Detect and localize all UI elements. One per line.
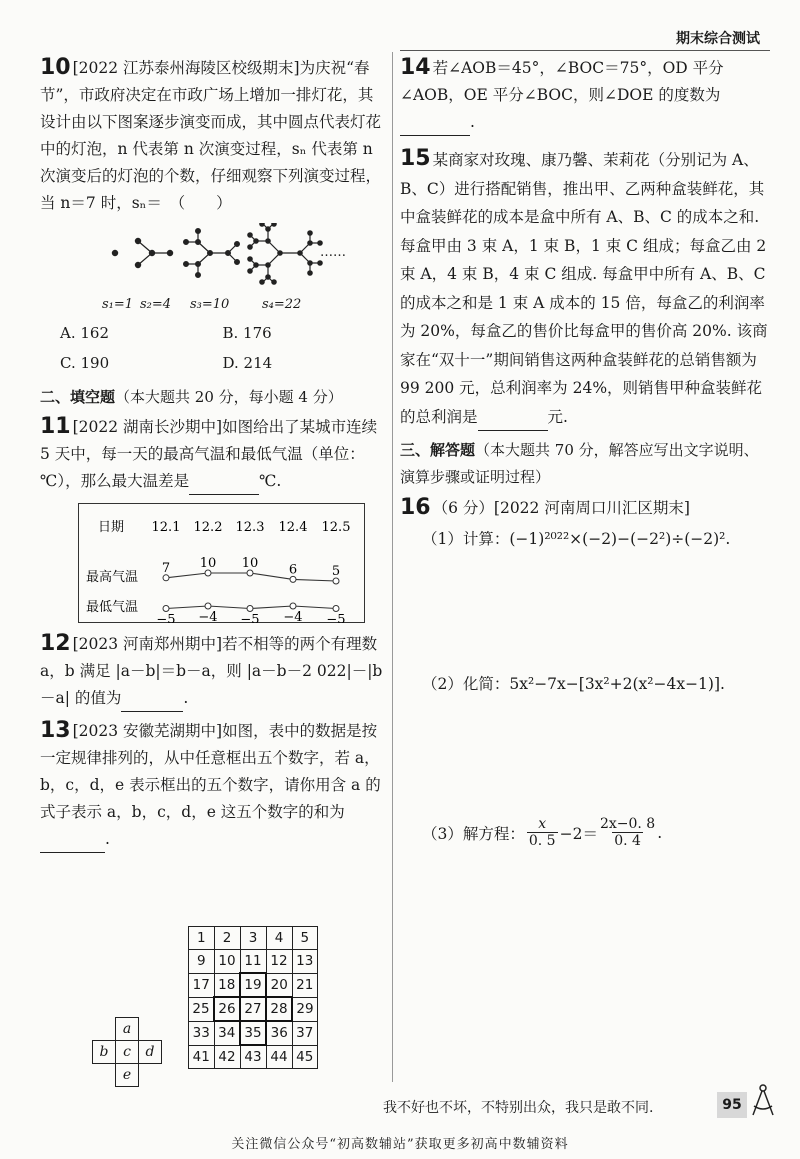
table-cell: 9 xyxy=(189,950,215,974)
table-cell: 43 xyxy=(240,1045,266,1069)
table-cell: 18 xyxy=(214,973,240,997)
section-3-title xyxy=(400,437,772,491)
number-table xyxy=(188,926,318,1069)
question-text-end: . xyxy=(105,830,110,848)
table-cell: 17 xyxy=(189,973,215,997)
high-row-label: 最高气温 xyxy=(86,570,139,585)
question-text: 若∠AOB＝45°，∠BOC＝75°，OD 平分∠AOB，OE 平分∠BOC，则∠DOE 的度数为 xyxy=(400,59,724,104)
page-header-title: 期末综合测试 xyxy=(676,31,760,47)
low-temp-label: −4 xyxy=(198,610,218,623)
question-14 xyxy=(400,55,772,136)
question-10 xyxy=(40,55,385,217)
high-temp-label: 7 xyxy=(161,560,171,576)
option-d: D. 214 xyxy=(222,354,273,372)
high-temp-label: 10 xyxy=(199,556,217,571)
page-number: 95 xyxy=(717,1092,747,1118)
part-label: （1）计算： xyxy=(422,530,510,548)
low-temp-point xyxy=(205,603,211,609)
table-cell: 19 xyxy=(240,973,266,997)
part-label: （3）解方程： xyxy=(422,824,525,843)
answer-blank xyxy=(121,693,183,712)
section-title: 三、解答题 xyxy=(400,441,476,459)
table-cell: 26 xyxy=(214,997,240,1021)
table-cell: 20 xyxy=(266,973,292,997)
label-s4: s₄=22 xyxy=(262,297,302,312)
label-s3: s₃=10 xyxy=(190,297,230,312)
table-cell: 42 xyxy=(214,1045,240,1069)
low-temp-point xyxy=(333,606,339,612)
lamp-evolution-figure xyxy=(40,223,385,318)
table-row xyxy=(189,950,318,974)
question-head: （6 分）[2022 河南周口川汇区期末] xyxy=(432,499,690,517)
lamp-dot xyxy=(112,250,117,255)
fraction-1 xyxy=(527,816,558,849)
table-cell: 25 xyxy=(189,997,215,1021)
label-s2: s₂=4 xyxy=(140,297,172,312)
option-a: A. 162 xyxy=(60,324,109,342)
table-cell: 5 xyxy=(292,927,318,950)
option-b: B. 176 xyxy=(222,324,272,342)
table-cell: 28 xyxy=(266,997,292,1021)
cross-cell-b: b xyxy=(92,1040,116,1064)
table-cell: 36 xyxy=(266,1021,292,1045)
compass-icon xyxy=(748,1082,778,1118)
fraction-2 xyxy=(600,816,655,849)
table-row xyxy=(189,997,318,1021)
section-note: （本大题共 20 分，每小题 4 分） xyxy=(115,388,343,406)
question-number: 12 xyxy=(40,631,71,656)
part-2 xyxy=(400,671,772,698)
date-label: 12.3 xyxy=(235,520,265,535)
question-text: [2022 湖南长沙期中]如图给出了某城市连续 5 天中，每一天的最高气温和最低气温（单位：℃），那么最大温差是 xyxy=(40,418,378,490)
part-label: （2）化简： xyxy=(422,675,510,693)
question-text: [2023 河南郑州期中]若不相等的两个有理数 a，b 满足 |a－b|＝b－a，则 |a－b－2 022|－|b－a| 的值为 xyxy=(40,635,383,707)
low-temp-label: −5 xyxy=(326,612,346,623)
question-number: 13 xyxy=(40,718,71,743)
equation-end: . xyxy=(657,823,663,842)
column-divider xyxy=(392,52,393,1082)
fraction-denominator: 0. 5 xyxy=(528,833,556,849)
question-text-end: . xyxy=(470,113,475,131)
question-11 xyxy=(40,414,385,495)
section-note: （本大题共 70 分，解答应写出文字说明、演算步骤或证明过程） xyxy=(400,441,759,486)
low-temp-point xyxy=(163,606,169,612)
q10-options xyxy=(40,318,385,378)
table-row xyxy=(189,973,318,997)
date-label: 12.4 xyxy=(278,520,308,535)
high-temp-label: 6 xyxy=(288,562,298,578)
table-cell: 44 xyxy=(266,1045,292,1069)
table-cell: 34 xyxy=(214,1021,240,1045)
high-temp-label: 5 xyxy=(331,564,341,579)
table-cell: 13 xyxy=(292,950,318,974)
header-rule xyxy=(400,50,770,51)
table-cell: 37 xyxy=(292,1021,318,1045)
question-13 xyxy=(40,718,385,853)
table-cell: 10 xyxy=(214,950,240,974)
part-1 xyxy=(400,526,772,553)
question-16 xyxy=(400,495,772,849)
question-number: 11 xyxy=(40,414,71,439)
section-title: 二、填空题 xyxy=(40,388,116,406)
lamp-ellipsis: …… xyxy=(320,245,346,260)
low-temp-point xyxy=(247,606,253,612)
answer-blank xyxy=(40,834,105,853)
cross-cell-a: a xyxy=(115,1017,139,1041)
question-text-end: ℃. xyxy=(259,472,282,490)
question-number: 15 xyxy=(400,146,431,171)
part-expression: 5x²−7x−[3x²+2(x²−4x−1)]. xyxy=(509,675,725,693)
section-2-title xyxy=(40,384,385,410)
question-text: [2023 安徽芜湖期中]如图，表中的数据是按一定规律排列的，从中任意框出五个数字，若 a，b，c，d，e 表示框出的五个数字，请你用含 a 的式子表示 a，b，c，d，e 这五个数字的和为 xyxy=(40,722,381,821)
answer-blank xyxy=(189,476,259,495)
table-cell: 11 xyxy=(240,950,266,974)
part-expression: (−1)²⁰²²×(−2)−(−2²)÷(−2)². xyxy=(509,530,731,548)
question-text-end: . xyxy=(183,689,189,707)
low-temp-label: −5 xyxy=(240,612,260,623)
low-row-label: 最低气温 xyxy=(86,600,139,615)
table-cell: 2 xyxy=(214,927,240,950)
table-cell: 4 xyxy=(266,927,292,950)
option-c: C. 190 xyxy=(60,354,110,372)
table-cell: 21 xyxy=(292,973,318,997)
low-temp-point xyxy=(290,603,296,609)
fraction-denominator: 0. 4 xyxy=(614,833,641,849)
date-label: 12.2 xyxy=(193,520,223,535)
fraction-numerator: x xyxy=(538,816,547,832)
table-cell: 41 xyxy=(189,1045,215,1069)
part-3 xyxy=(400,816,772,849)
weather-figure xyxy=(40,501,385,631)
left-column xyxy=(40,55,385,859)
date-label: 12.5 xyxy=(321,520,351,535)
question-12 xyxy=(40,631,385,712)
low-temp-label: −4 xyxy=(283,610,303,623)
equation-middle: −2＝ xyxy=(559,824,598,843)
right-column xyxy=(400,55,772,849)
weather-chart xyxy=(78,503,365,623)
answer-blank xyxy=(478,412,548,431)
question-15 xyxy=(400,146,772,431)
cross-cell-c: c xyxy=(115,1040,139,1064)
table-row xyxy=(189,1045,318,1069)
table-cell: 1 xyxy=(189,927,215,950)
cross-cell-e: e xyxy=(115,1063,139,1087)
label-s1: s₁=1 xyxy=(102,297,134,312)
table-cell: 3 xyxy=(240,927,266,950)
table-cell: 33 xyxy=(189,1021,215,1045)
question-text: 某商家对玫瑰、康乃馨、茉莉花（分别记为 A、B、C）进行搭配销售，推出甲、乙两种盒装鲜花，其中盒装鲜花的成本是盒中所有 A、B、C 的成本之和. 每盒甲由 3 束 A，1 束 B，1 束 C 组成；每盒乙由 2 束 A，4 束 B，4 束 C 组成. 每盒甲中所有 A、B、C 的成本之和是 1 束 A 成本的 15 倍，每盒乙的利润率为 20%，每盒乙的售价比每盒甲的售价高 20%. 该商家在“双十一”期间销售这两种盒装鲜花的总销售额为 99 200 元，总利润率为 24%，则销售甲种盒装鲜花的总利润是 xyxy=(400,151,768,426)
table-cell: 29 xyxy=(292,997,318,1021)
question-number: 14 xyxy=(400,55,431,80)
table-row xyxy=(189,927,318,950)
table-cell: 45 xyxy=(292,1045,318,1069)
table-cell: 27 xyxy=(240,997,266,1021)
question-number: 16 xyxy=(400,495,431,520)
table-cell: 35 xyxy=(240,1021,266,1045)
high-temp-label: 10 xyxy=(241,556,259,571)
date-label: 12.1 xyxy=(151,520,181,535)
question-text: [2022 江苏泰州海陵区校级期末]为庆祝“春节”，市政府决定在市政广场上增加一排灯花，其设计由以下图案逐步演变而成，其中圆点代表灯花中的灯泡，n 代表第 n 次演变过程，sₙ 代表第 n 次演变后的灯泡的个数，仔细观察下列演变过程，当 n＝7 时，sₙ＝ （ ） xyxy=(40,59,382,212)
footer-motto: 我不好也不坏，不特别出众，我只是敢不同. xyxy=(383,1100,654,1116)
question-text-end: 元. xyxy=(547,407,568,426)
cross-cell-d: d xyxy=(138,1040,162,1064)
question-number: 10 xyxy=(40,55,71,80)
low-temp-label: −5 xyxy=(156,612,176,623)
table-cell: 12 xyxy=(266,950,292,974)
date-row-label: 日期 xyxy=(98,520,125,535)
footer-note: 关注微信公众号“初高数辅站”获取更多初高中数辅资料 xyxy=(231,1137,569,1152)
fraction-numerator: 2x−0. 8 xyxy=(599,816,656,832)
answer-blank xyxy=(400,117,470,136)
table-row xyxy=(189,1021,318,1045)
